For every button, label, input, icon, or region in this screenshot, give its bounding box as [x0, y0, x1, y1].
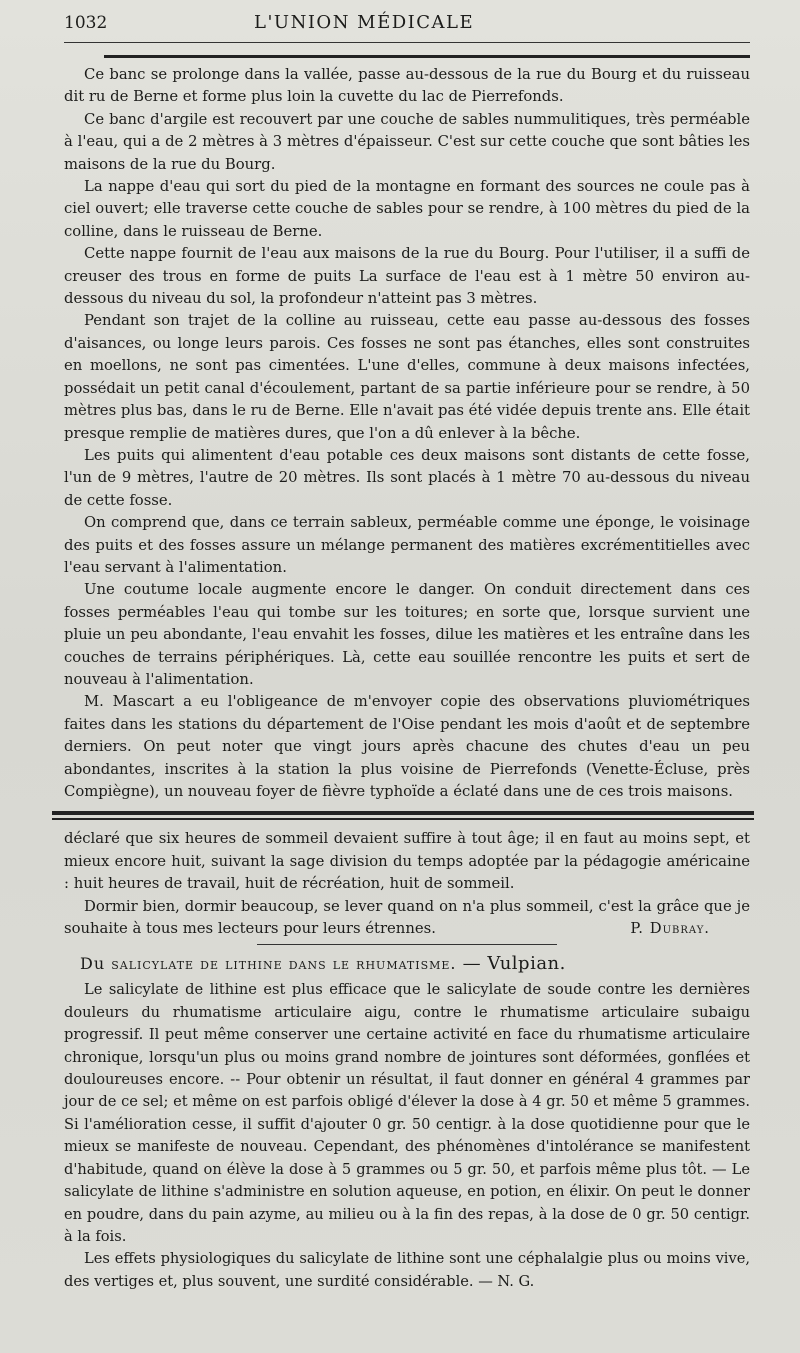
section-title-tail: — Vulpian.	[462, 953, 566, 975]
running-title: L'UNION MÉDICALE	[254, 12, 475, 33]
paragraph: Les puits qui alimentent d'eau potable ces deux maisons sont distants de cette fosse, l'un de 9 mètres, l'autre de 20 mètres. Ils sont placés à 1 mètre 70 au-dessous du niveau de cette fosse.	[64, 446, 750, 509]
feuilleton-end	[64, 828, 750, 938]
paragraph: Ce banc se prolonge dans la vallée, passe au-dessous de la rue du Bourg et du ruisseau dit ru de Berne et forme plus loin la cuvette du lac de Pierrefonds.	[64, 66, 750, 106]
header-rule	[104, 55, 750, 58]
section-title-rest: salicylate de lithine dans le rhumatisme.	[111, 954, 457, 974]
section-separator	[52, 811, 754, 820]
paragraph: Les effets physiologiques du salicylate de lithine sont une céphalalgie plus ou moins vive, des vertiges et, plus souvent, une surdité considérable. — N. G.	[64, 1250, 750, 1290]
top-article	[64, 64, 750, 803]
paragraph: M. Mascart a eu l'obligeance de m'envoyer copie des observations pluviométriques faites dans les stations du département de l'Oise pendant les mois d'août et de septembre derniers. On peut noter que vingt jours après chacune des chutes d'eau un peu abondantes, inscrites à la station la plus voisine de Pierrefonds (Venette-Écluse, près Compiègne), un nouveau foyer de fièvre typhoïde a éclaté dans une de ces trois maisons.	[64, 693, 750, 800]
paragraph: La nappe d'eau qui sort du pied de la montagne en formant des sources ne coule pas à ciel ouvert; elle traverse cette couche de sables pour se rendre, à 100 mètres du pied de la colline, dans le ruisseau de Berne.	[64, 178, 750, 240]
author-signature: P. Dubray.	[630, 920, 710, 938]
section-title-first: Du	[80, 954, 106, 974]
closing-text: Dormir bien, dormir beaucoup, se lever quand on n'a plus sommeil, c'est la grâce que je souhaite à tous mes lecteurs pour leurs étrennes.	[64, 897, 750, 938]
paragraph: On comprend que, dans ce terrain sableux, perméable comme une éponge, le voisinage des puits et des fosses assure un mélange permanent des matières excrémentitielles avec l'eau servant à l'alimentation.	[64, 514, 750, 576]
paragraph: Le salicylate de lithine est plus efficace que le salicylate de soude contre les dernières douleurs du rhumatisme articulaire aigu, contre le rhumatisme articulaire subaigu progressif. Il peut même conserver une certaine activité en face du rhumatisme articulaire chronique, lorsqu'un plus ou moins grand nombre de jointures sont déformées, gonflées et douloureuses encore. -- Pour obtenir un résultat, il faut donner en général 4 grammes par jour de ce sel; et même on est parfois obligé d'élever la dose à 4 gr. 50 et même 5 grammes. Si l'amélioration cesse, il suffit d'ajouter 0 gr. 50 centigr. à la dose quotidienne pour que le mieux se manifeste de nouveau. Cependant, des phénomènes d'intolérance se manifestent d'habitude, quand on élève la dose à 5 grammes ou 5 gr. 50, et parfois même plus tôt. — Le salicylate de lithine s'administre en solution aqueuse, en potion, en élixir. On peut le donner en poudre, dans du pain azyme, au milieu ou à la fin des repas, à la dose de 0 gr. 50 centigr. à la fois.	[64, 981, 750, 1245]
page-header	[64, 12, 750, 43]
paragraph: Cette nappe fournit de l'eau aux maisons de la rue du Bourg. Pour l'utiliser, il a suffi de creuser des trous en forme de puits La surface de l'eau est à 1 mètre 50 environ au-dessous du niveau du sol, la profondeur n'atteint pas 3 mètres.	[64, 245, 750, 308]
section-body	[64, 979, 750, 1293]
section-title	[80, 951, 750, 977]
page-number: 1032	[64, 13, 108, 33]
paragraph: Une coutume locale augmente encore le danger. On conduit directement dans ces fosses perméables l'eau qui tombe sur les toitures; en sorte que, lorsque survient une pluie un peu abondante, l'eau envahit les fosses, dilue les matières et les entraîne dans les couches de terrains périphériques. Là, cette eau souillée rencontre les puits et sert de nouveau à l'alimentation.	[64, 581, 750, 688]
paragraph: Pendant son trajet de la colline au ruisseau, cette eau passe au-dessous des fosses d'aisances, ou longe leurs parois. Ces fosses ne sont pas étanches, elles sont construites en moellons, ne sont pas cimentées. L'une d'elles, commune à deux maisons infectées, possédait un petit canal d'écoulement, partant de sa partie inférieure pour se rendre, à 50 mètres plus bas, dans le ru de Berne. Elle n'avait pas été vidée depuis trente ans. Elle était presque remplie de matières dures, que l'on a dû enlever à la bêche.	[64, 312, 750, 442]
paragraph: Ce banc d'argile est recouvert par une couche de sables nummulitiques, très perméable à l'eau, qui a de 2 mètres à 3 mètres d'épaisseur. C'est sur cette couche que sont bâties les maisons de la rue du Bourg.	[64, 110, 750, 173]
paragraph: déclaré que six heures de sommeil devaient suffire à tout âge; il en faut au moins sept, et mieux encore huit, suivant la sage division du temps adoptée par la pédagogie américaine : huit heures de travail, huit de récréation, huit de sommeil.	[64, 830, 750, 893]
short-rule	[257, 944, 557, 945]
